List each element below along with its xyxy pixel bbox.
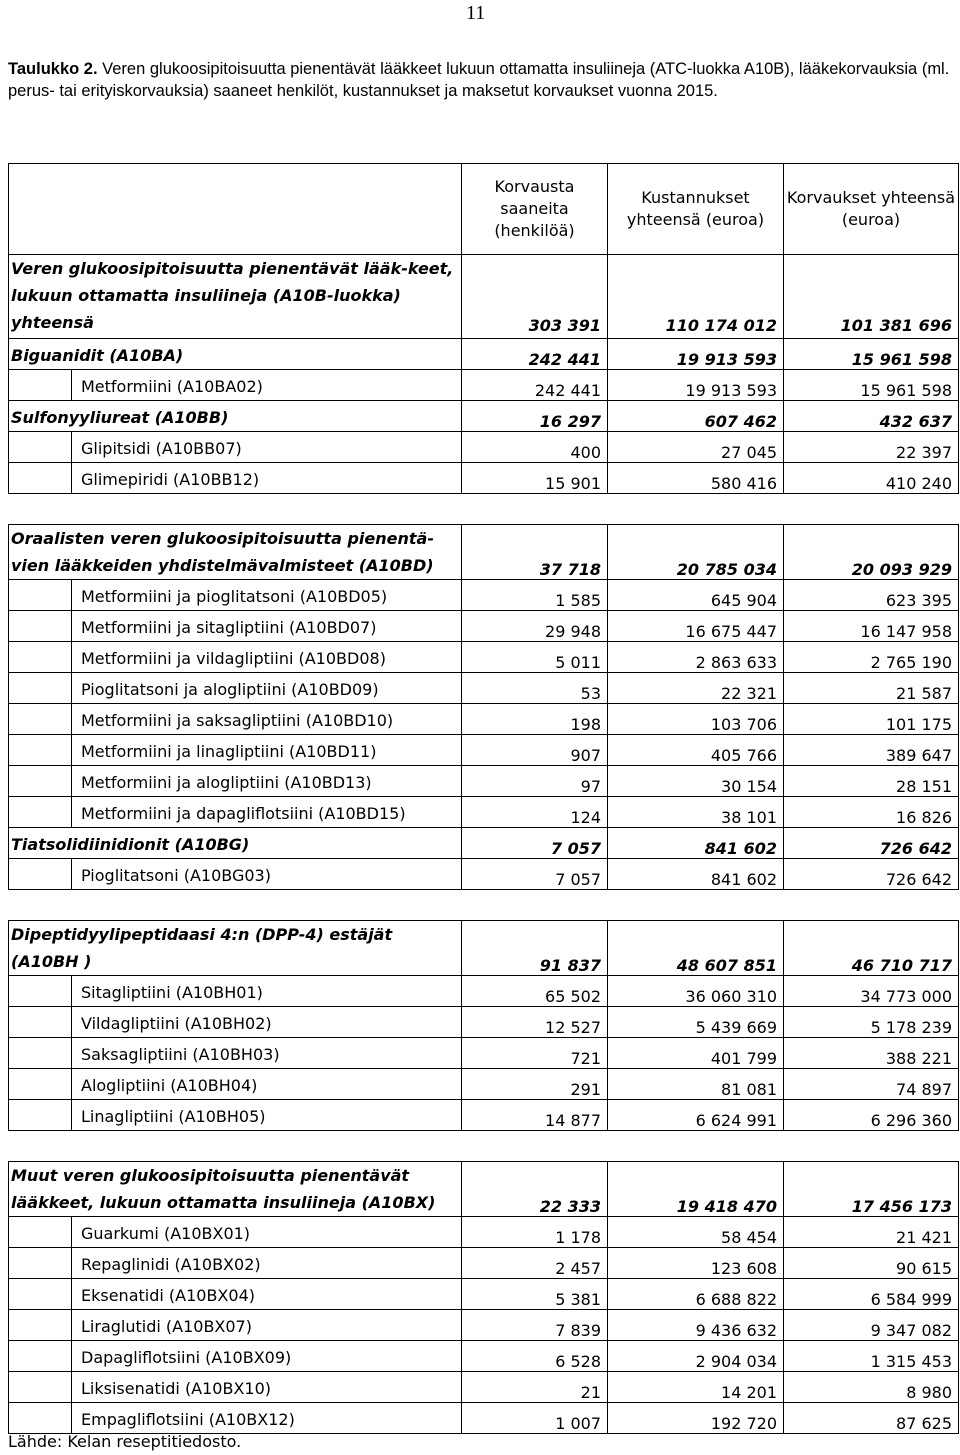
header-row <box>9 164 959 255</box>
item-row <box>9 1007 959 1038</box>
item-recipients: 2 457 <box>462 1248 608 1279</box>
item-name: Eksenatidi (A10BX04) <box>72 1279 462 1310</box>
item-reimbursements: 389 647 <box>784 735 959 766</box>
group-costs: 607 462 <box>608 401 784 432</box>
item-recipients: 15 901 <box>462 463 608 494</box>
item-reimbursements: 388 221 <box>784 1038 959 1069</box>
item-recipients: 5 011 <box>462 642 608 673</box>
group-row <box>9 339 959 370</box>
header-costs: Kustannukset yhteensä (euroa) <box>608 164 784 255</box>
spacer-cell <box>9 494 959 525</box>
item-reimbursements: 22 397 <box>784 432 959 463</box>
item-row <box>9 580 959 611</box>
item-recipients: 7 839 <box>462 1310 608 1341</box>
group-reimbursements: 15 961 598 <box>784 339 959 370</box>
item-row <box>9 432 959 463</box>
item-costs: 9 436 632 <box>608 1310 784 1341</box>
item-reimbursements: 623 395 <box>784 580 959 611</box>
group-label: Tiatsolidiinidionit (A10BG) <box>9 828 462 859</box>
group-label: Sulfonyyliureat (A10BB) <box>9 401 462 432</box>
group-costs: 19 418 470 <box>608 1162 784 1217</box>
item-costs: 5 439 669 <box>608 1007 784 1038</box>
spacer-cell <box>9 1131 959 1162</box>
item-row <box>9 611 959 642</box>
indent-cell <box>9 1038 72 1069</box>
group-row <box>9 525 959 580</box>
item-reimbursements: 8 980 <box>784 1372 959 1403</box>
group-costs: 19 913 593 <box>608 339 784 370</box>
item-recipients: 198 <box>462 704 608 735</box>
item-reimbursements: 28 151 <box>784 766 959 797</box>
item-reimbursements: 410 240 <box>784 463 959 494</box>
indent-cell <box>9 797 72 828</box>
group-label: Muut veren glukoosipitoisuutta pienentävät lääkkeet, lukuun ottamatta insuliineja (A10BX) <box>9 1162 462 1217</box>
item-name: Vildagliptiini (A10BH02) <box>72 1007 462 1038</box>
item-recipients: 7 057 <box>462 859 608 890</box>
group-reimbursements: 17 456 173 <box>784 1162 959 1217</box>
item-row <box>9 1217 959 1248</box>
indent-cell <box>9 1341 72 1372</box>
item-row <box>9 1310 959 1341</box>
item-recipients: 400 <box>462 432 608 463</box>
indent-cell <box>9 673 72 704</box>
group-recipients: 16 297 <box>462 401 608 432</box>
indent-cell <box>9 766 72 797</box>
item-recipients: 242 441 <box>462 370 608 401</box>
total-label: Veren glukoosipitoisuutta pienentävät lääk-keet, lukuun ottamatta insuliineja (A10B-luokka) yhteensä <box>9 255 462 339</box>
indent-cell <box>9 1069 72 1100</box>
group-recipients: 7 057 <box>462 828 608 859</box>
item-costs: 2 863 633 <box>608 642 784 673</box>
item-recipients: 6 528 <box>462 1341 608 1372</box>
indent-cell <box>9 735 72 766</box>
source-footnote: Lähde: Kelan reseptitiedosto. <box>8 1432 242 1451</box>
item-row <box>9 1100 959 1131</box>
item-costs: 6 624 991 <box>608 1100 784 1131</box>
indent-cell <box>9 704 72 735</box>
item-row <box>9 1279 959 1310</box>
item-reimbursements: 16 147 958 <box>784 611 959 642</box>
item-row <box>9 766 959 797</box>
item-costs: 36 060 310 <box>608 976 784 1007</box>
indent-cell <box>9 859 72 890</box>
item-reimbursements: 15 961 598 <box>784 370 959 401</box>
indent-cell <box>9 1248 72 1279</box>
item-row <box>9 1403 959 1434</box>
item-name: Metformiini ja linagliptiini (A10BD11) <box>72 735 462 766</box>
item-costs: 19 913 593 <box>608 370 784 401</box>
group-row <box>9 1162 959 1217</box>
item-reimbursements: 87 625 <box>784 1403 959 1434</box>
indent-cell <box>9 1100 72 1131</box>
item-recipients: 291 <box>462 1069 608 1100</box>
item-costs: 841 602 <box>608 859 784 890</box>
item-name: Glimepiridi (A10BB12) <box>72 463 462 494</box>
item-recipients: 12 527 <box>462 1007 608 1038</box>
item-costs: 103 706 <box>608 704 784 735</box>
indent-cell <box>9 1403 72 1434</box>
item-costs: 30 154 <box>608 766 784 797</box>
group-reimbursements: 726 642 <box>784 828 959 859</box>
item-row <box>9 704 959 735</box>
header-reimbursements: Korvaukset yhteensä (euroa) <box>784 164 959 255</box>
total-recipients: 303 391 <box>462 255 608 339</box>
indent-cell <box>9 1310 72 1341</box>
item-row <box>9 1038 959 1069</box>
group-row <box>9 828 959 859</box>
item-name: Metformiini (A10BA02) <box>72 370 462 401</box>
item-costs: 645 904 <box>608 580 784 611</box>
item-reimbursements: 6 584 999 <box>784 1279 959 1310</box>
table-body <box>9 255 959 1434</box>
item-reimbursements: 34 773 000 <box>784 976 959 1007</box>
item-reimbursements: 6 296 360 <box>784 1100 959 1131</box>
item-name: Metformiini ja saksagliptiini (A10BD10) <box>72 704 462 735</box>
item-costs: 16 675 447 <box>608 611 784 642</box>
item-costs: 2 904 034 <box>608 1341 784 1372</box>
spacer-cell <box>9 890 959 921</box>
item-costs: 405 766 <box>608 735 784 766</box>
spacer-row <box>9 494 959 525</box>
group-costs: 20 785 034 <box>608 525 784 580</box>
item-recipients: 124 <box>462 797 608 828</box>
item-reimbursements: 101 175 <box>784 704 959 735</box>
item-name: Saksagliptiini (A10BH03) <box>72 1038 462 1069</box>
item-costs: 14 201 <box>608 1372 784 1403</box>
indent-cell <box>9 611 72 642</box>
item-name: Dapagliflotsiini (A10BX09) <box>72 1341 462 1372</box>
header-blank <box>9 164 462 255</box>
item-row <box>9 642 959 673</box>
item-row <box>9 673 959 704</box>
indent-cell <box>9 463 72 494</box>
item-recipients: 14 877 <box>462 1100 608 1131</box>
indent-cell <box>9 1279 72 1310</box>
item-name: Metformiini ja alogliptiini (A10BD13) <box>72 766 462 797</box>
item-name: Guarkumi (A10BX01) <box>72 1217 462 1248</box>
group-row <box>9 921 959 976</box>
group-reimbursements: 432 637 <box>784 401 959 432</box>
item-row <box>9 976 959 1007</box>
indent-cell <box>9 432 72 463</box>
indent-cell <box>9 1372 72 1403</box>
item-reimbursements: 1 315 453 <box>784 1341 959 1372</box>
caption-label: Taulukko 2. <box>8 60 98 78</box>
item-recipients: 65 502 <box>462 976 608 1007</box>
item-costs: 27 045 <box>608 432 784 463</box>
group-row <box>9 401 959 432</box>
item-recipients: 1 178 <box>462 1217 608 1248</box>
total-costs: 110 174 012 <box>608 255 784 339</box>
item-reimbursements: 90 615 <box>784 1248 959 1279</box>
caption-text: Veren glukoosipitoisuutta pienentävät lääkkeet lukuun ottamatta insuliineja (ATC-luokka A10B), lääkekorvauksia (ml. perus- tai erityiskorvauksia) saaneet henkilöt, kustannukset ja maksetut korvaukset vuonna 2015. <box>8 60 950 100</box>
item-name: Empagliflotsiini (A10BX12) <box>72 1403 462 1434</box>
group-label: Oraalisten veren glukoosipitoisuutta pienentä-vien lääkkeiden yhdistelmävalmisteet (A10BD) <box>9 525 462 580</box>
item-name: Alogliptiini (A10BH04) <box>72 1069 462 1100</box>
table-caption <box>8 58 953 102</box>
group-recipients: 242 441 <box>462 339 608 370</box>
group-costs: 841 602 <box>608 828 784 859</box>
data-table <box>8 163 959 1434</box>
indent-cell <box>9 370 72 401</box>
item-name: Repaglinidi (A10BX02) <box>72 1248 462 1279</box>
item-reimbursements: 5 178 239 <box>784 1007 959 1038</box>
item-reimbursements: 9 347 082 <box>784 1310 959 1341</box>
item-row <box>9 463 959 494</box>
item-name: Liraglutidi (A10BX07) <box>72 1310 462 1341</box>
group-costs: 48 607 851 <box>608 921 784 976</box>
item-recipients: 907 <box>462 735 608 766</box>
item-row <box>9 1341 959 1372</box>
group-reimbursements: 20 093 929 <box>784 525 959 580</box>
item-name: Metformiini ja sitagliptiini (A10BD07) <box>72 611 462 642</box>
item-row <box>9 797 959 828</box>
item-reimbursements: 21 421 <box>784 1217 959 1248</box>
item-costs: 58 454 <box>608 1217 784 1248</box>
item-row <box>9 1069 959 1100</box>
spacer-row <box>9 1131 959 1162</box>
header-recipients: Korvausta saaneita (henkilöä) <box>462 164 608 255</box>
group-reimbursements: 46 710 717 <box>784 921 959 976</box>
item-row <box>9 735 959 766</box>
item-name: Metformiini ja dapagliflotsiini (A10BD15) <box>72 797 462 828</box>
item-recipients: 721 <box>462 1038 608 1069</box>
item-recipients: 29 948 <box>462 611 608 642</box>
item-reimbursements: 726 642 <box>784 859 959 890</box>
group-recipients: 91 837 <box>462 921 608 976</box>
item-costs: 38 101 <box>608 797 784 828</box>
page-number: 11 <box>466 2 486 24</box>
item-row <box>9 1372 959 1403</box>
total-row <box>9 255 959 339</box>
group-recipients: 22 333 <box>462 1162 608 1217</box>
total-reimbursements: 101 381 696 <box>784 255 959 339</box>
item-recipients: 21 <box>462 1372 608 1403</box>
item-name: Glipitsidi (A10BB07) <box>72 432 462 463</box>
item-name: Metformiini ja pioglitatsoni (A10BD05) <box>72 580 462 611</box>
indent-cell <box>9 976 72 1007</box>
indent-cell <box>9 1217 72 1248</box>
indent-cell <box>9 1007 72 1038</box>
item-recipients: 1 007 <box>462 1403 608 1434</box>
item-row <box>9 859 959 890</box>
item-costs: 22 321 <box>608 673 784 704</box>
item-costs: 401 799 <box>608 1038 784 1069</box>
item-recipients: 1 585 <box>462 580 608 611</box>
item-name: Metformiini ja vildagliptiini (A10BD08) <box>72 642 462 673</box>
item-name: Sitagliptiini (A10BH01) <box>72 976 462 1007</box>
group-label: Biguanidit (A10BA) <box>9 339 462 370</box>
item-row <box>9 1248 959 1279</box>
item-costs: 81 081 <box>608 1069 784 1100</box>
group-label: Dipeptidyylipeptidaasi 4:n (DPP-4) estäjät (A10BH ) <box>9 921 462 976</box>
item-name: Pioglitatsoni ja alogliptiini (A10BD09) <box>72 673 462 704</box>
item-recipients: 97 <box>462 766 608 797</box>
indent-cell <box>9 642 72 673</box>
item-name: Linagliptiini (A10BH05) <box>72 1100 462 1131</box>
item-costs: 123 608 <box>608 1248 784 1279</box>
item-costs: 192 720 <box>608 1403 784 1434</box>
item-reimbursements: 74 897 <box>784 1069 959 1100</box>
item-name: Pioglitatsoni (A10BG03) <box>72 859 462 890</box>
group-recipients: 37 718 <box>462 525 608 580</box>
item-name: Liksisenatidi (A10BX10) <box>72 1372 462 1403</box>
item-costs: 6 688 822 <box>608 1279 784 1310</box>
item-reimbursements: 21 587 <box>784 673 959 704</box>
indent-cell <box>9 580 72 611</box>
item-reimbursements: 2 765 190 <box>784 642 959 673</box>
item-row <box>9 370 959 401</box>
item-recipients: 53 <box>462 673 608 704</box>
item-recipients: 5 381 <box>462 1279 608 1310</box>
item-reimbursements: 16 826 <box>784 797 959 828</box>
spacer-row <box>9 890 959 921</box>
item-costs: 580 416 <box>608 463 784 494</box>
